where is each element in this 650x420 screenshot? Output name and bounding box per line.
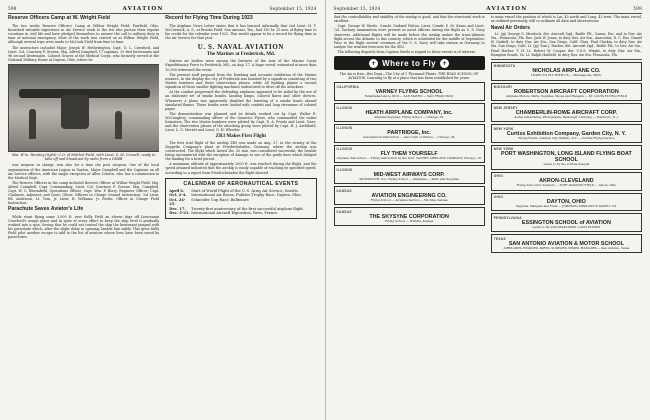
issue-date: September 15, 1924	[269, 6, 317, 11]
calendar-box	[165, 178, 316, 219]
naval-orders-text: Lt. (jg) George G. Murdock, det. Aircraft Sqd., Battle Flt., Comm. Pac. and to Nav. Air Sta., Pensacola, Fla. Ens. Jack W. Jones, to duty Nav. Air Sta., Anacostia, D. C. Ens. Daniel W. Gaskell, to duty Nav. Air Sta., San Diego, Calif. Chas. Paul Clarkin, to duty Nav. Air Sta. San Diego, Calif. Lt. (jg) Tom J. Harker, det. Aircraft Sqd., Battle Flt.; to Nav. Air Sta., Pearl Harbor, T. H. Lt. Robert W. Cooper, det. U.S.S. Wright, to duty Nav. Air Sta., Hampton Roads, Va. Lt. Ralph Hatfield, to duty Nav. Air Sta. Pensacola, Fla.	[490, 32, 642, 57]
calendar-title: CALENDAR OF AERONAUTICAL EVENTS	[183, 180, 299, 187]
classified-ad	[491, 145, 642, 170]
ad-company-name: NICHOLAS AIRPLANE CO.	[532, 68, 601, 75]
article-paragraph: Sixteen air battles were among the features of the tour of the Marine Corps Expeditionary Force to Frederick, Md., on Aug. 17. A huge crowd, estimated at more than 10,000 witnessed the event.	[165, 59, 317, 72]
article-paragraph: The first trial flight of the airship ZR3 was made on Aug. 27, in the vicinity of the Zeppelin Company's plant at Friedrichshafen, Germany, where the airship was constructed. The flight which lasted 2hr. 30 min. was considered successful, the trouble being encountered with the exception of damage to one of the guide lines which delayed the landing for a brief period.	[165, 140, 317, 162]
plus-icon: +	[371, 59, 377, 67]
issue-date: September 15, 1924	[333, 6, 381, 11]
photo-figure	[29, 109, 36, 139]
divider	[491, 59, 642, 60]
ad-state-label: PENNSYLVANIA	[493, 215, 522, 220]
sub-heading: The Marines at Fredericsk, Md.	[206, 52, 275, 58]
left-columns	[8, 15, 317, 416]
running-head-right	[334, 4, 643, 14]
left-column-1	[8, 15, 159, 416]
ad-state-label: ILLINOIS	[336, 105, 353, 110]
article-paragraph: The Reserve Officers in the camp included Reserve Officer at Wilbur Wright Field, Maj. Alfred Campbell, Capt. Commanding; Lieut. Col. Courtney P. Greene, Maj. Campbell, Capt. W. C. Bloomfield, Operations Officer; Capt. Wm. P. Berry, Engineer Officer; Capt. Chalmers, Adjutant; and Lieut. Oliver. Officers in Charge Ground Instruction; 1st Lieut. Ed. Anderson, Lt. Tom, Jr. Lieut. R. Williams, Jr. Fortin. Officer in Charge Field Instruction.	[8, 180, 160, 206]
classified-ad	[334, 186, 485, 205]
right-columns	[334, 15, 643, 416]
article-paragraph: Capt. George W. Steele, Comdr. Garland Fulton, Lieut. Comdr. S. M. Kraus and Lieut. Col. Zachary ammunition were present as naval officers during the flight as U. S. Navy observers. Additional flights will be made before the airship makes the trans-Atlantic flight across the Atlantic to this country, which is scheduled for the middle of September. Prior to the flight several crewmen of the U. S. Navy will take station in Germany to analyze the weather forecasts for the ZR3.	[333, 24, 485, 49]
ad-body: LEARN TO FLY WITH US — Minneapolis, Minn.	[531, 73, 602, 78]
ad-company-name: ROBERTSON AIRCRAFT CORPORATION	[513, 89, 619, 96]
ad-body: Airplane instruction — Flying instruction by the hour. VACHET AIRPLANE COMPANY, Chicago, Ill.	[336, 156, 482, 161]
classified-ad	[334, 82, 485, 101]
photo-caption: Mai. W'm. Hensley (right), C.O. of Mitchel Field, with Lieut. S. M. Connell, ready to take off and broadcast by radio from a DH4B	[11, 153, 156, 162]
article-headline: Reserve Officers Camp at W. Wright Field	[8, 15, 110, 21]
article-paragraph: was surgeon in charge, was also for a time the post surgeon. One of the local organization of the American Legion in Dayton, Major Campbell and the Captains on all Air Service officers, with the single exception of Allen Coburn, who has a commission in the Medical Dept.	[8, 163, 160, 180]
ad-company-name: PORT WASHINGTON, LONG ISLAND FLYING BOAT SCHOOL	[500, 151, 632, 164]
classified-ad	[491, 83, 642, 102]
ad-body: Learn to fly the Curtiss Seagull	[543, 162, 590, 167]
ad-company-name: HEATH AIRPLANE COMPANY, Inc.	[365, 109, 453, 116]
ad-company-name: FLY THEM YOURSELF	[380, 151, 438, 158]
ad-state-label: TEXAS	[493, 236, 506, 241]
ad-state-label: KANSAS	[336, 188, 352, 193]
ad-state-label: MISSOURI	[493, 85, 512, 90]
ad-state-label: CALIFORNIA	[336, 84, 360, 89]
calendar-date: Dec. 5-21.	[169, 211, 190, 216]
calendar-event: Twenty-first anniversary of the first successful airplane flight.	[191, 206, 305, 211]
ad-company-name: CHAMBERLIN-ROWE AIRCRAFT CORP.	[515, 109, 618, 116]
naval-orders-heading: Naval Air Orders	[490, 25, 531, 32]
ad-company-name: PARTRIDGE, Inc.	[387, 130, 431, 137]
article-paragraph: The Airplane News Letter states that it has learned informally that 2nd Lieut. H. T. McCormick, A. S., at Brooks Field, San Antonio, Tex., had 130 hr. 25 min. of flying time to his credit for the calendar year 1923. This would appear to be a record for flying time in the Air Service for that year.	[165, 23, 317, 41]
classified-ad	[491, 213, 642, 232]
page-number: 599	[633, 6, 642, 11]
ad-state-label: OHIO	[493, 195, 504, 200]
article-headline: Parachute Saves Aviator's Life	[8, 205, 84, 212]
running-head-left	[8, 4, 317, 14]
ad-body: Flying Fields—Garden City, Buffalo, N.Y. — Curtiss Flying Service	[518, 135, 615, 140]
right-page	[326, 0, 650, 420]
ad-company-name: DAYTON, OHIO	[546, 199, 586, 206]
magazine-title: AVIATION	[486, 5, 528, 12]
magazine-title: AVIATION	[122, 5, 164, 12]
ad-body: Established since 1919 — SAN MATEO — SAN FRANCISCO	[364, 93, 454, 98]
ad-company-name: ESSINGTON SCHOOL of AVIATION	[521, 219, 611, 226]
calendar-row	[169, 211, 312, 216]
article-paragraph: The demonstration was planned and its details worked out by Capt. Walter E. McCaughtry, commanding officer of the Quantico Flyers, who commanded the entire formation. The two Martin bombers were piloted by Capt. E. A. Proulx and Lieut. Dave, and the observation planes of the attacking group were piloted by Capt. H. J. Archibald, Lieut. L. G. Merritt and Lieut. G. H. Wheeler.	[165, 112, 317, 133]
classified-ad	[491, 62, 642, 81]
ad-company-name: VARNEY FLYING SCHOOL	[375, 88, 443, 95]
calendar-date: Oct. 24-25.	[169, 197, 186, 207]
calendar-event: Schneider Cup Race, Baltimore.	[191, 197, 250, 202]
article-paragraph: that the controllability and stability of the airship is good, and that the structural work is excellent.	[333, 15, 485, 24]
right-column-2	[491, 15, 642, 416]
ad-body: AIRPLANES, ENGINES, PARTS, SUPPLIES, SHOPS, HANGARS — San Antonio, Texas	[503, 245, 630, 250]
ad-company-name: MID-WEST AIRWAYS CORP.	[373, 171, 445, 178]
ad-state-label: KANSAS	[336, 209, 352, 214]
ad-body: MONMOUTH, ILL. Flying School — Airplanes — Parts and Supplies	[359, 176, 459, 181]
calendar-event: International Aircraft Exposition, Paris, France.	[191, 211, 279, 216]
calendar-event: International Air Races, Pulitzer Trophy Race, Dayton, Ohio.	[191, 193, 302, 198]
plus-icon: +	[442, 59, 448, 67]
ad-body: Aerial Advertising, Photography, Passenger Carrying — Teterboro, N. J.	[514, 114, 619, 119]
article-paragraph: A maximum altitude of approximately 2000 ft. was reached during the flight, and the speed attained indicated that the airship is easily capable of reaching its specified speed. According to a report from Friedrichshafen the flight showed	[165, 162, 317, 175]
ad-state-label: MINNESOTA	[493, 64, 516, 69]
ad-state-label: ILLINOIS	[336, 126, 353, 131]
banner-title: Where to Fly	[382, 58, 437, 68]
classified-ad	[334, 124, 485, 143]
classified-ad	[491, 124, 642, 143]
ad-body: Flying School — Airplane Service — Wichita, Kansas	[370, 197, 448, 202]
ad-company-name: THE SKYSYNE CORPORATION	[369, 213, 449, 220]
ad-state-label: ILLINOIS	[336, 167, 353, 172]
left-column-2	[165, 15, 316, 416]
classified-ad	[334, 165, 485, 184]
article-paragraph: to main vessel the position of which is Lat. 45 north and Long. 43 west. The main vessel, as outlined previously, will co-ordinate all data and observations.	[490, 15, 642, 24]
ad-body: Airplane Motors, Parts, Supplies, Shops and Hangars — ST. LOUIS FLYING FIELD	[505, 94, 627, 99]
classified-ad	[334, 207, 485, 226]
page-number: 598	[8, 6, 17, 11]
photo-figure	[115, 111, 122, 139]
ad-state-label: NEW YORK	[493, 126, 514, 131]
calendar-date: April 6.	[169, 188, 185, 193]
banner-subtitle: The Air is free—But Dogs—The City of 1 Thousand Plants. THE RYAN SCHOOL OF AVIATION. Learning to fly at a place that has been established for years.	[339, 72, 479, 81]
right-column-1	[334, 15, 485, 416]
ad-body: Flying School for Aviators — TOPF AVIATION FIELD — Akron, Ohio	[516, 183, 617, 188]
ad-state-label: OHIO	[493, 174, 504, 179]
section-heading: U. S. NAVAL AVIATION	[197, 43, 285, 52]
ad-body: Supplies, Hangars and Field — JOHNSON AIRPLANE & SUPPLY CO.	[515, 204, 618, 209]
ad-state-label: ILLINOIS	[336, 147, 353, 152]
calendar-date: Oct. 2-4.	[169, 193, 187, 198]
article-paragraph: The present staff proposal from the bombing and accurate exhibition of the Marine aviators. In the display the city of Frederick was bombed by a squadron consisting of two Martin bombers and three observation planes, while all fighting planes a second squadron of those smaller fighting machines endeavored to drive off the attackers.	[165, 72, 317, 90]
classified-ad	[491, 193, 642, 212]
ad-company-name: Curtiss Exhibition Company, Garden City, N. Y.	[506, 130, 626, 137]
ad-body: Learn to fly with SEAPLANES, LAND PLANES	[532, 224, 601, 229]
calendar-list	[169, 189, 312, 216]
ad-list-right	[491, 62, 642, 253]
where-to-fly-banner	[334, 56, 485, 70]
article-paragraph: The instructors included Major Joseph W. Hetherington, Capt. O. L. Crawford, and Lieut. Col. Courtney P. Greene, Maj. Alfred Campbell, 17 captains, 39 first lieutenants and 96 second lieutenants. Colonel Graves of the Medical Corps, who formerly served at the National Military Home at Dayton, Ohio, where he	[8, 45, 160, 62]
ad-body: Flying School — Wichita, Kansas	[385, 218, 434, 223]
calendar-row	[169, 198, 312, 207]
ad-state-label: NEW YORK	[493, 147, 514, 152]
sub-heading: ZR3 Makes First Flight	[215, 133, 267, 139]
classified-ad	[334, 145, 485, 164]
ad-company-name: AVIATION ENGINEERING CO.	[371, 192, 447, 199]
calendar-event: Start of World Flight of the U. S. Army Air Service, Seattle.	[191, 188, 299, 193]
ad-company-name: SAN ANTONIO AVIATION & MOTOR SCHOOL	[508, 240, 624, 247]
ad-body: Airplane Supplies, Flying School — Chicago, Ill.	[374, 114, 445, 119]
ad-state-label: NEW JERSEY	[493, 105, 518, 110]
calendar-date: Dec. 17.	[169, 206, 186, 211]
classified-ad	[491, 234, 642, 253]
article-paragraph: At the combat progressed the defending airplanes appeared to be aided by the use of an elaborate set of smoke bombs, landing lamps, colored flares and other devices. Whenever a plane was apparently disabled the bursting of a smoke bomb aboard simulated flames. These bombs were loaded with confetti and long streamers of colored paper.	[165, 90, 317, 111]
ad-body: Aeronautical Instruction — Aero Club of Illinois — Chicago, Ill.	[363, 135, 456, 140]
article-headline: Record for Flying Time During 1923	[165, 15, 253, 21]
ad-list-left	[334, 82, 485, 226]
ad-company-name: AKRON-CLEVELAND	[539, 178, 594, 185]
article-paragraph: The two weeks Reserve Officers' Camp at Wilbur Wright Field, Fairfield, Ohio, furnished valuable experience in Air Service work to the ten who pursue their regular vocations in civil life and have pledged themselves to answer the call to military duty in time of national emergency. Most of the work was carried on at Wilbur Wright Field, although several trips were made to McCook Field from time to time.	[8, 23, 160, 45]
article-paragraph: The following dispatch from Captain Steele is regard to these events is of interest:	[337, 50, 476, 55]
airplane-photo	[8, 64, 159, 152]
classified-ad	[491, 172, 642, 191]
classified-ad	[491, 103, 642, 122]
photo-fuselage	[61, 95, 89, 129]
classified-ad	[334, 103, 485, 122]
article-paragraph: While stunt flying some 3,000 ft. over Kelly Field an eleven days off Lieutenant Crawford's sesqui plane and in spite of every effort to keep the ship level it gradually worked into a spin. Seeing that he could not control the ship the lieutenant jumped with his parachute which, after the slight delay in opening, landed him safely. This gives Kelly Field pilot another escape to add to the list of aviators whose lives have been saved by parachutes.	[8, 214, 160, 240]
